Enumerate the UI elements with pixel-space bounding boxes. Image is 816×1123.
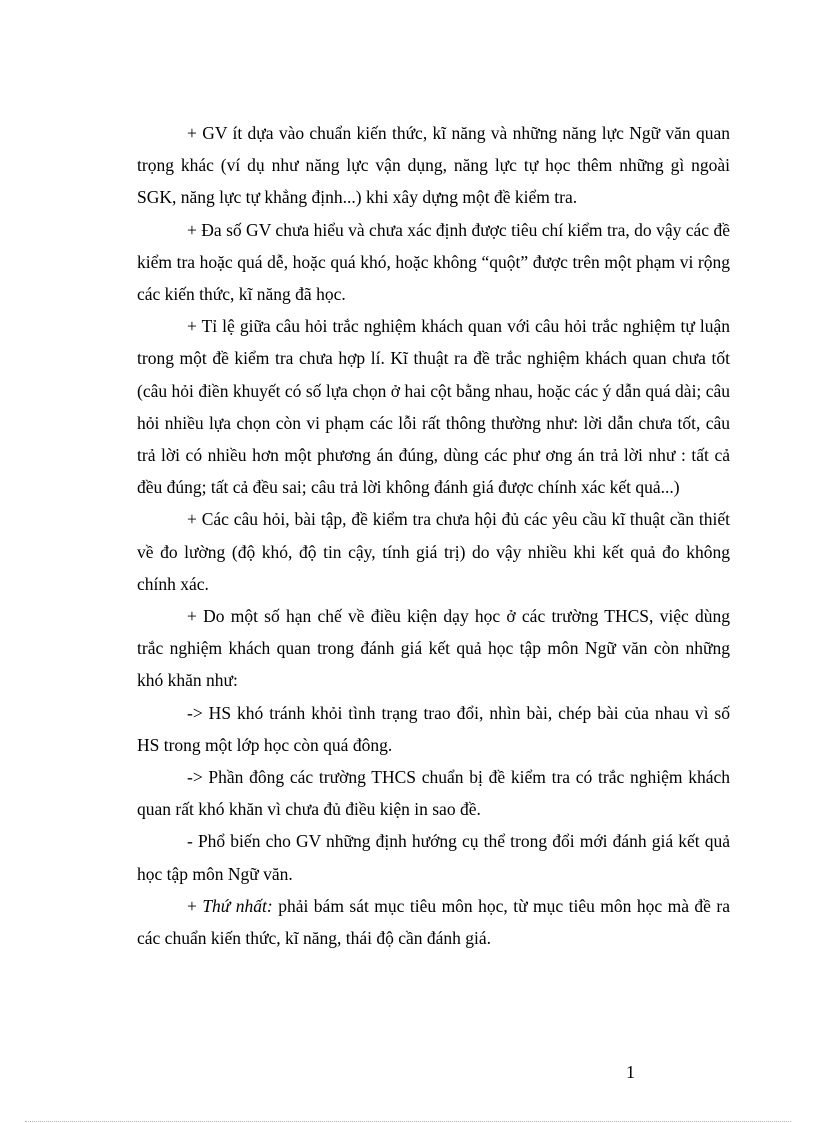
- paragraph-measurement-requirements: [137, 503, 730, 600]
- paragraph-text: + Do một số hạn chế về điều kiện dạy học ở các trường THCS, việc dùng trắc nghiệm khách quan trong đánh giá kết quả học tập môn Ngữ văn còn những khó khăn như:: [137, 606, 730, 691]
- paragraph-first-principle: [137, 890, 730, 954]
- paragraph-text: -> Phần đông các trường THCS chuẩn bị đề kiểm tra có trắc nghiệm khách quan rất khó khăn vì chưa đủ điều kiện in sao đề.: [137, 767, 730, 820]
- paragraph-prefix: +: [187, 895, 203, 916]
- page-bottom-divider: [25, 1121, 791, 1122]
- paragraph-teacher-guidance: [137, 825, 730, 889]
- paragraph-text: -> HS khó tránh khỏi tình trạng trao đổi, nhìn bài, chép bài của nhau vì số HS trong một lớp học còn quá đông.: [137, 702, 730, 755]
- paragraph-text: + Các câu hỏi, bài tập, đề kiểm tra chưa hội đủ các yêu cầu kĩ thuật cần thiết về đo lường (độ khó, độ tin cậy, tính giá trị) do vậy nhiều khi kết quả đo không chính xác.: [137, 509, 730, 594]
- paragraph-text: + GV ít dựa vào chuẩn kiến thức, kĩ năng và những năng lực Ngữ văn quan trọng khác (ví dụ như năng lực vận dụng, năng lực tự học thêm những gì ngoài SGK, năng lực tự khẳng định...) khi xây dựng một đề kiểm tra.: [137, 123, 730, 208]
- paragraph-question-ratio: [137, 310, 730, 503]
- paragraph-text: phải bám sát mục tiêu môn học, từ mục tiêu môn học mà đề ra các chuẩn kiến thức, kĩ năng, thái độ cần đánh giá.: [137, 895, 731, 949]
- page-number: 1: [626, 1062, 635, 1082]
- paragraph-emphasis: Thứ nhất:: [202, 895, 273, 916]
- paragraph-text: + Đa số GV chưa hiểu và chưa xác định được tiêu chí kiểm tra, do vậy các đề kiểm tra hoặc quá dễ, hoặc quá khó, hoặc không “quột” được trên một phạm vi rộng các kiến thức, kĩ năng đã học.: [137, 219, 730, 305]
- paragraph-text: + Tỉ lệ giữa câu hỏi trắc nghiệm khách quan với câu hỏi trắc nghiệm tự luận trong một đề kiểm tra chưa hợp lí. Kĩ thuật ra đề trắc nghiệm khách quan chưa tốt (câu hỏi điền khuyết có số lựa chọn ở hai cột bằng nhau, hoặc các ý dẫn quá dài; câu hỏi nhiều lựa chọn còn vi phạm các lỗi rất thông thường như: lời dẫn chưa tốt, câu trả lời có nhiều hơn một phương án đúng, dùng các phư ơng án trả lời như : tất cả đều đúng; tất cả đều sai; câu trả lời không đánh giá được chính xác kết quả...): [137, 316, 730, 498]
- paragraph-teaching-conditions: [137, 600, 730, 697]
- document-body: [137, 117, 730, 954]
- paragraph-teachers-rely-on-standards: [137, 117, 730, 214]
- paragraph-text: - Phổ biến cho GV những định hướng cụ thể trong đổi mới đánh giá kết quả học tập môn Ngữ văn.: [137, 831, 730, 884]
- paragraph-test-criteria: [137, 214, 730, 311]
- paragraph-test-printing: [137, 761, 730, 825]
- paragraph-student-copying: [137, 697, 730, 761]
